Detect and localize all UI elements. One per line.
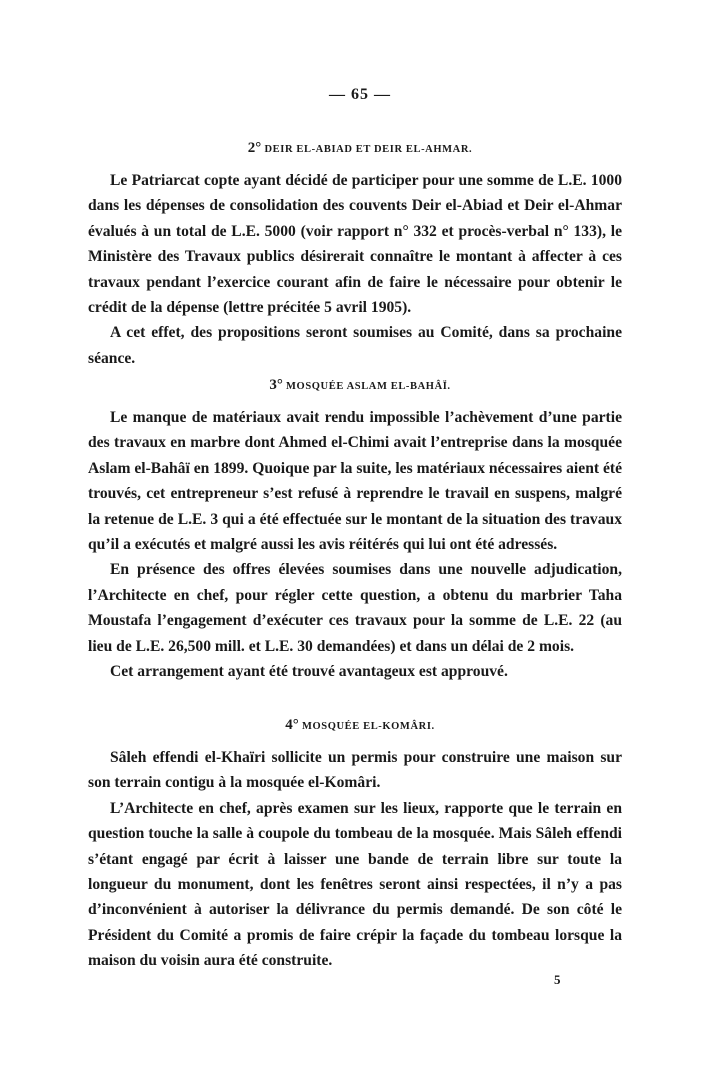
paragraph: A cet effet, des propositions seront soumises au Comité, dans sa prochaine séance. <box>88 324 622 367</box>
paragraph: Le Patriarcat copte ayant décidé de participer pour une somme de L.E. 1000 dans les dépenses de consolidation des couvents Deir el-Abiad et Deir el-Ahmar évalués à un total de L.E. 5000 (voir rapport n° 332 et procès-verbal n° 133), le Ministère des Travaux publics désirerait connaître le montant à affecter à ces travaux pendant l’exercice courant afin de faire le nécessaire pour obtenir le crédit de la dépense (lettre précitée 5 avril 1905). <box>88 172 622 317</box>
section-heading-aslam <box>0 377 720 394</box>
paragraph: En présence des offres élevées soumises dans une nouvelle adjudication, l’Architecte en chef, pour régler cette question, a obtenu du marbrier Taha Moustafa l’engagement d’exécuter ces travaux pour la somme de L.E. 22 (au lieu de L.E. 26,500 mill. et L.E. 30 demandées) et dans un délai de 2 mois. <box>88 561 622 655</box>
section-heading-deir <box>0 140 720 157</box>
paragraph: L’Architecte en chef, après examen sur les lieux, rapporte que le terrain en question touche la salle à coupole du tombeau de la mosquée. Mais Sâleh effendi s’étant engagé par écrit à laisser une bande de terrain libre sur toute la longueur du monument, dont les fenêtres seront ainsi respectées, il n’y a pas d’inconvénient à autoriser la délivrance du permis demandé. De son côté le Président du Comité a promis de faire crépir la façade du tombeau lorsque la maison du voisin aura été construite. <box>88 799 622 970</box>
section-body-aslam <box>88 405 622 684</box>
section-number: 4° <box>285 717 299 733</box>
signature-mark: 5 <box>554 972 561 987</box>
paragraph: Cet arrangement ayant été trouvé avantageux est approuvé. <box>110 663 508 681</box>
section-body-deir <box>88 168 622 371</box>
section-number: 3° <box>269 377 283 393</box>
section-number: 2° <box>247 140 262 156</box>
section-body-komari <box>88 745 622 974</box>
paragraph: Sâleh effendi el-Khaïri sollicite un permis pour construire une maison sur son terrain contigu à la mosquée el-Komâri. <box>88 749 622 792</box>
section-title: DEIR EL-ABIAD ET DEIR EL-AHMAR. <box>264 144 473 155</box>
section-heading-komari <box>0 717 720 734</box>
section-title: MOSQUÉE EL-KOMÂRI. <box>302 721 435 732</box>
page-number: — 65 — <box>329 86 391 103</box>
paragraph: Le manque de matériaux avait rendu impossible l’achèvement d’une partie des travaux en marbre dont Ahmed el-Chimi avait l’entreprise dans la mosquée Aslam el-Bahâï en 1899. Quoique par la suite, les matériaux nécessaires aient été trouvés, cet entrepreneur s’est refusé à reprendre le travail en suspens, malgré la retenue de L.E. 3 qui a été effectuée sur le montant de la situation des travaux qu’il a exécutés et malgré aussi les avis réitérés qui lui ont été adressés. <box>88 409 622 554</box>
section-title: MOSQUÉE ASLAM EL-BAHÂÏ. <box>286 381 451 392</box>
